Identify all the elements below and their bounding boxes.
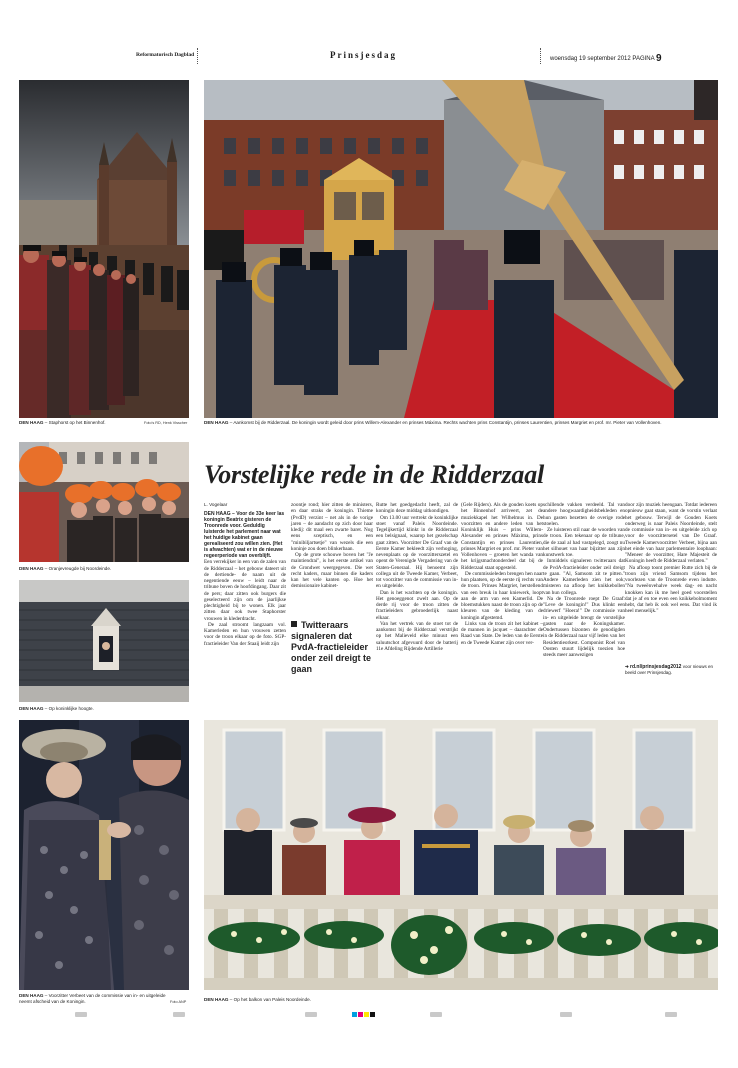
color-bar [352,1012,375,1017]
page-number: 9 [655,53,662,64]
caption-photo-5 [19,993,169,1005]
caption-place: DEN HAAG [204,420,229,425]
caption-place: DEN HAAG [19,993,44,998]
registration-mark [665,1012,677,1017]
article-headline: Vorstelijke rede in de Ridderzaal [204,460,545,489]
web-link-url[interactable]: rd.nl/prinsjesdag2012 [630,664,682,670]
section-title: Prinsjesdag [330,50,397,60]
magenta-swatch [358,1012,363,1017]
black-swatch [370,1012,375,1017]
teaser-quote [291,620,371,675]
article-paragraph: door zijn muziek heengaan. Totdat iedereen opnieuw gaat staan, want de vorstin verlaat het gebouw. Terwijl de Gouden Koets onderweg is naar Paleis Noordeinde, stelt de commissie van in- en uitgeleide zich op voor de voorzittersetel van De Graaf. Tweede Kamervoorzitter Verbeet, bijna aan het einde van haar parlementaire loopbaan: "Meneer de voorzitter, Hare Majesteit de Koningin heeft de Ridderzaal verlaten." [625,502,717,565]
caption-text: – Oranjevreugde bij Noordeinde. [43,566,112,571]
caption-text: – Voorzitter Verbeet van de commissie van in- en uitgeleide neemt afscheid van de Koningin. [19,993,166,1004]
article-paragraph: Een verrekijker in een van de zalen van de Ridderzaal – het gebouw dateert uit de dertiende- de naam uit de negentiende eeuw – leidt naar de tribune boven de hoofdingang. Daar zit de pers; daar zitten ook burgers die geselecteerd zijn om de jaarlijkse plechtigheid bij te wonen. Elk jaar zitten daar ook twee Staphorster vrouwen in klederdracht. [204,559,286,622]
caption-place: DEN HAAG [19,706,44,711]
caption-photo-4 [19,706,189,712]
paper-name: Reformatorisch Dagblad [136,52,195,58]
photo-rooftop [19,580,189,702]
caption-photo-6 [204,997,504,1003]
article-paragraph: Rutte het goedgedacht heeft, zal de koningin deze middag uitkondigen. [376,502,458,515]
article-paragraph: (Gele Rijders). Als de gouden koets op het Binnenhof arriveert, zet de muziekkapel het Wilhelmus in. De voorzitten en andere leden van het Koninklijk Huis – prins Willem-Alexander en prinses Máxima, prins Constantijn en prinses Laurentien, prinses Margriet en prof. mr. Pieter van Vollenhoven – groeten het wanda van het krijgsmachtonderdeel dat bij de Ridderzaal staat opgesteld. [461,502,543,571]
photo-arrival-ridderzaal [204,80,718,418]
article-paragraph: De commissieleden brengen hen naar hun plaatsen, op de eerste rij rechts van de troon. Prinses Margriet, herstellend van een breuk in haar kniewerk, loopt aan de arm van een Kamerlid. De bloemstukken naast de troon zijn op de kleuren van de kleding van de koningin afgestemd. [461,570,543,621]
web-link-box[interactable] [625,664,715,676]
article-paragraph: Ze luisteren stil naar de woorden van de troon. Een tekenaar op de tribune, die de zaal al had vastgelegd, zoogt nu het silhouet van haar bijzitter aan zijn kunstwerk toe. [543,527,625,558]
teaser-text: Twitteraars signaleren dat PvdA-fractieleider onder zeil dreigt te gaan [291,620,372,674]
registration-mark [560,1012,572,1017]
registration-mark [173,1012,185,1017]
photo-binnenhof-staphorst [19,80,189,418]
photo-credit: Foto's RD, Henk Visscher [144,421,188,425]
article-paragraph: Na afloop toont premier Rutte zich bij de troon zijn vriend Samsom tijdens het voorlezen van de Troonrede even indutte. "Na tweeënvehalve week dag- en nacht knokken kan ik me heel goed voorstellen dat je af en toe even een knikkebolmoment hebt, dat heb ik ook wel eens. Dat vind ik heel menselijk." [625,564,717,615]
caption-photo-2 [204,420,718,426]
caption-place: DEN HAAG [19,566,44,571]
header-divider-right [540,48,541,64]
article-column-6 [625,502,717,615]
photo-queen-farewell [19,720,189,990]
photo-orange-crowd [19,442,189,562]
caption-text: – Staphorst op het Binnenhof. [43,420,106,425]
caption-place: DEN HAAG [204,997,229,1002]
issue-date: woensdag 19 september 2012 [550,56,631,62]
arrow-right-icon: ➔ [625,664,629,669]
article-column-1 [204,502,286,647]
caption-text: – Op koninklijke hoogte. [43,706,94,711]
registration-mark [75,1012,87,1017]
header-divider-left [197,48,198,64]
article-column-5 [543,502,625,658]
caption-text: – Op het balkon van Paleis Noordeinde. [228,997,312,1002]
byline: L. Vogelaar [204,502,228,507]
caption-text: – Aankomst bij de Ridderzaal. De koningin wordt geleid door prins Willem-Alexander en prinses Máxima. Rechts wachten prins Constantijn, prinses Laurentien, prinses Margriet en prof. mr. Pieter van Vollenhoven. [228,420,662,425]
square-bullet-icon [291,621,297,627]
page-label: PAGINA [632,56,655,62]
photo-balcony-noordeinde [204,720,718,990]
article-paragraph: schillende vakken verdeeld. Tal van andere hoogwaardigheidsbekleden en hun gasten bezetten de overige rode stoelen. [543,502,625,527]
caption-photo-1 [19,420,139,426]
cyan-swatch [352,1012,357,1017]
article-paragraph: zoontje rond; hier zitten de ministers, en daar straks de koningin. Thieme (PvdD) verzint – net als in de vorige jaren – de aandacht op zich door haar kledij: dit maal een zwarte baret. Nog eens sceptisch, en een "minibiljartsetje" van wezels die een koninje zou doen blinkerbaan. [291,502,373,552]
article-column-2 [291,502,373,590]
article-column-3 [376,502,458,652]
article-column-4 [461,502,543,646]
page-header [0,48,738,66]
article-paragraph: Na de Troonrede roept De Graaf: "Leve de koningin!" Dus klinkt een driewerf "Hoera!" De commissie van in- en uitgeleide brengt de vorstelijke gasten naar de Koningskamer. Ondertussen bizonten de genodigden in de Ridderzaal naar vijf leden van het Residentieorkest. Componist Roel van Oosten stuurt lijdelijk toezien hoe steeds meer aanwezigen [543,595,625,658]
article-paragraph: Op de grote schouwe boven het "Je maintiendrai", is het eerste artikel van de Grondwet weergegeven. Die wet recht kaders, maar binnen die kaders kan het vele kanten op. Hoe het demissionaire kabinet- [291,552,373,590]
article-paragraph: Links van de troon zit het kabinet – de mannen in jacquet – daarachter de Raad van State. De leden van de Eerste en de Tweede Kamer zijn over ver- [461,620,543,646]
registration-mark [305,1012,317,1017]
photo-credit: Foto ANP [170,1000,187,1004]
article-paragraph: Dan is het wachten op de koningin. Het genoeggenot zwelt aan. Op de derde rij voor de troon zitten de fractieleiders gebroederlijk naast elkaar. [376,589,458,621]
page-info [550,52,662,63]
article-lead: DEN HAAG – Voor de 33e keer las koningin Beatrix gisteren de Troonrede voor. Geduldig luisterde het parlement naar wat het huidige kabinet gaan gerealiseerd zou willen zien. (Het is afwachten) wat er in de nieuwe regeerperiode van overblijft. [204,511,285,560]
article-paragraph: Van het vertrek van de stoet tot de aankomst bij de Ridderzaal verstrijkt op het Malieveld elke minuut een saluutschot afgevuurd door de batterij 11e Afdeling Rijdende Artillerie [376,620,458,652]
caption-place: DEN HAAG [19,420,44,425]
web-link-text: voor nieuws en beeld over Prinsjesdag. [625,664,714,675]
article-paragraph: De zaal stroomt langzaam vol. Kamerleden en hun vrouwen zetten voor de troon elkaar op de foto. SGP-fractieleider Van der Staaij leidt zijn [204,621,286,647]
article-paragraph: Inmiddels signaleren twitteraars dat de PvdA-fractieleider onder zeil dreigt te gaan. "Al, Samsom zit te pitten." Andere Kamerleden zien het ook; misteren na afloop het knikkebollen van hun collega. [543,558,625,596]
yellow-swatch [364,1012,369,1017]
article-paragraph: Om 13.00 uur vertrekt de koninklijke stoet vanaf Paleis Noordeinde. Tegelijkertijd klinkt in de Ridderzaal een belsignaal, waarop het gezelschap gaat zitten. Voorzitter De Graaf van de Eerste Kamer bekleedt zijn verhoging, nevenplaats op de voorzitterszetel en opent de Verenigde Vergadering van de Staten-Generaal. Hij benoemt zijn collega uit de Tweede Kamer, Verbeet, tot voorzitter van de commissie van in- en uitgeleide. [376,514,458,590]
registration-mark [430,1012,442,1017]
caption-photo-3 [19,566,189,572]
